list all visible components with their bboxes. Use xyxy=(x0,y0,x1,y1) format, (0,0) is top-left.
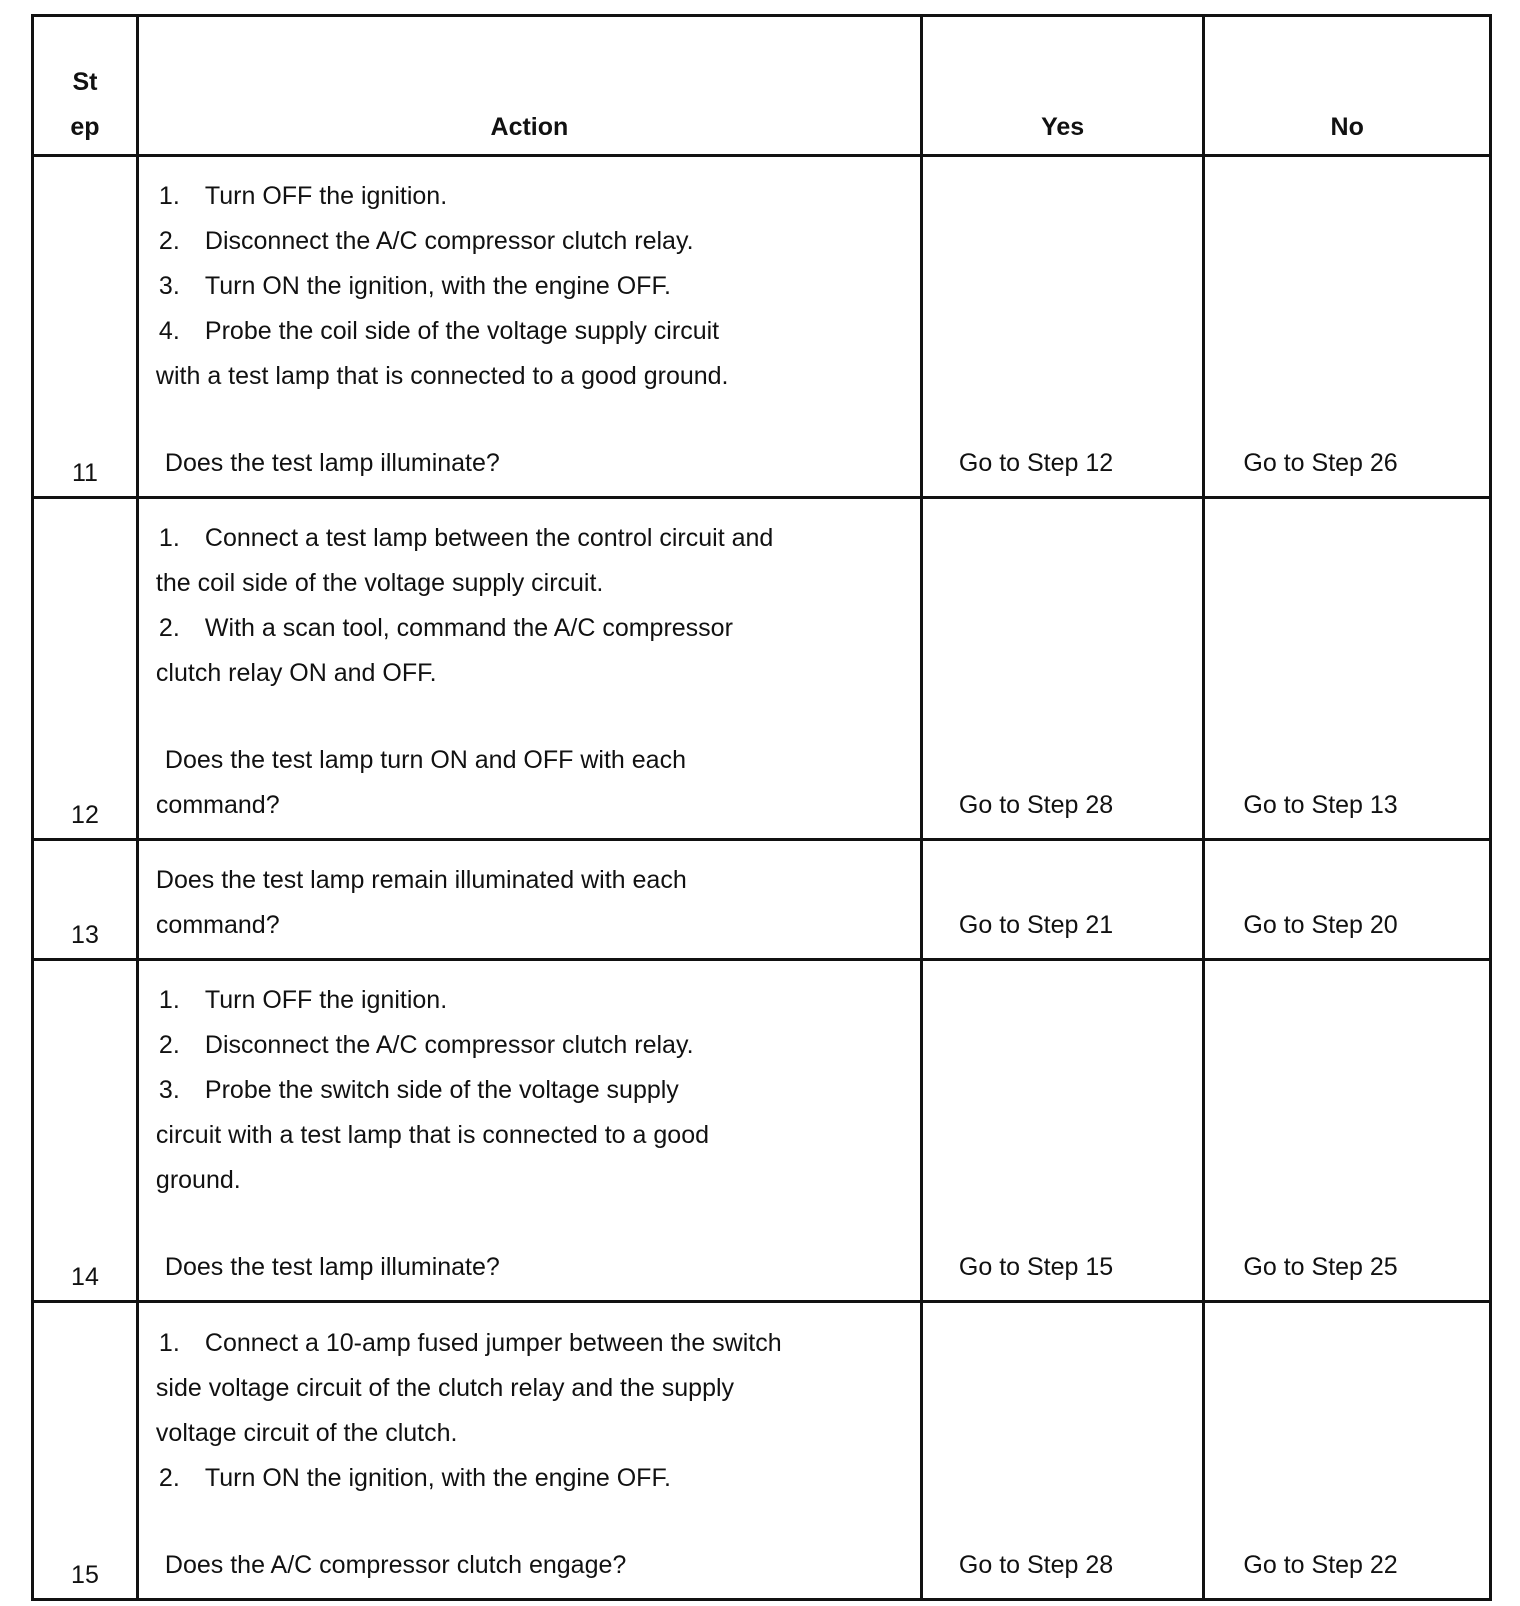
no-cell: Go to Step 26 xyxy=(1204,156,1491,498)
action-cell xyxy=(137,960,921,1302)
step-header: St ep xyxy=(33,16,138,156)
no-cell: Go to Step 22 xyxy=(1204,1302,1491,1600)
step-row-11 xyxy=(33,156,1491,498)
list-item-continuation: ground. xyxy=(155,1166,241,1194)
list-item: 2. Disconnect the A/C compressor clutch relay. xyxy=(158,1031,694,1059)
no-header: No xyxy=(1204,16,1491,156)
action-header: Action xyxy=(137,16,921,156)
step-number: 13 xyxy=(33,840,138,960)
yes-cell: Go to Step 28 xyxy=(921,498,1204,840)
step-row-12 xyxy=(33,498,1491,840)
list-item-continuation: circuit with a test lamp that is connected to a good xyxy=(155,1121,709,1149)
step-row-14 xyxy=(33,960,1491,1302)
action-cell xyxy=(137,498,921,840)
list-item: 2. With a scan tool, command the A/C compressor xyxy=(158,614,733,642)
action-cell xyxy=(137,1302,921,1600)
no-cell: Go to Step 20 xyxy=(1204,840,1491,960)
question-continuation: command? xyxy=(155,911,280,939)
step-number: 15 xyxy=(33,1302,138,1600)
list-item: 1. Turn OFF the ignition. xyxy=(158,986,448,1014)
step-number: 14 xyxy=(33,960,138,1302)
action-cell xyxy=(137,840,921,960)
question: Does the test lamp remain illuminated with each xyxy=(155,866,687,894)
no-cell: Go to Step 13 xyxy=(1204,498,1491,840)
list-item: 2. Disconnect the A/C compressor clutch relay. xyxy=(158,227,694,255)
header-row xyxy=(33,16,1491,156)
list-item: 1. Connect a 10-amp fused jumper between the switch xyxy=(158,1329,782,1357)
list-item: 4. Probe the coil side of the voltage supply circuit xyxy=(158,317,720,345)
action-cell xyxy=(137,156,921,498)
question-continuation: command? xyxy=(155,791,280,819)
list-item-continuation: with a test lamp that is connected to a good ground. xyxy=(155,362,729,390)
list-item: 3. Probe the switch side of the voltage supply xyxy=(158,1076,679,1104)
list-item: 1. Turn OFF the ignition. xyxy=(158,182,448,210)
list-item: 3. Turn ON the ignition, with the engine OFF. xyxy=(158,272,671,300)
yes-header: Yes xyxy=(921,16,1204,156)
question: Does the A/C compressor clutch engage? xyxy=(164,1551,627,1579)
yes-cell: Go to Step 21 xyxy=(921,840,1204,960)
yes-cell: Go to Step 28 xyxy=(921,1302,1204,1600)
question: Does the test lamp illuminate? xyxy=(164,449,500,477)
question: Does the test lamp illuminate? xyxy=(164,1253,500,1281)
no-cell: Go to Step 25 xyxy=(1204,960,1491,1302)
step-row-13 xyxy=(33,840,1491,960)
yes-cell: Go to Step 12 xyxy=(921,156,1204,498)
list-item-continuation: voltage circuit of the clutch. xyxy=(155,1419,458,1447)
step-number: 11 xyxy=(33,156,138,498)
list-item-continuation: the coil side of the voltage supply circuit. xyxy=(155,569,604,597)
list-item-continuation: clutch relay ON and OFF. xyxy=(155,659,437,687)
step-number: 12 xyxy=(33,498,138,840)
diagnostic-steps-table xyxy=(31,14,1492,1601)
yes-cell: Go to Step 15 xyxy=(921,960,1204,1302)
list-item-continuation: side voltage circuit of the clutch relay and the supply xyxy=(155,1374,735,1402)
list-item: 2. Turn ON the ignition, with the engine OFF. xyxy=(158,1464,671,1492)
question: Does the test lamp turn ON and OFF with each xyxy=(164,746,686,774)
list-item: 1. Connect a test lamp between the control circuit and xyxy=(158,524,774,552)
step-row-15 xyxy=(33,1302,1491,1600)
